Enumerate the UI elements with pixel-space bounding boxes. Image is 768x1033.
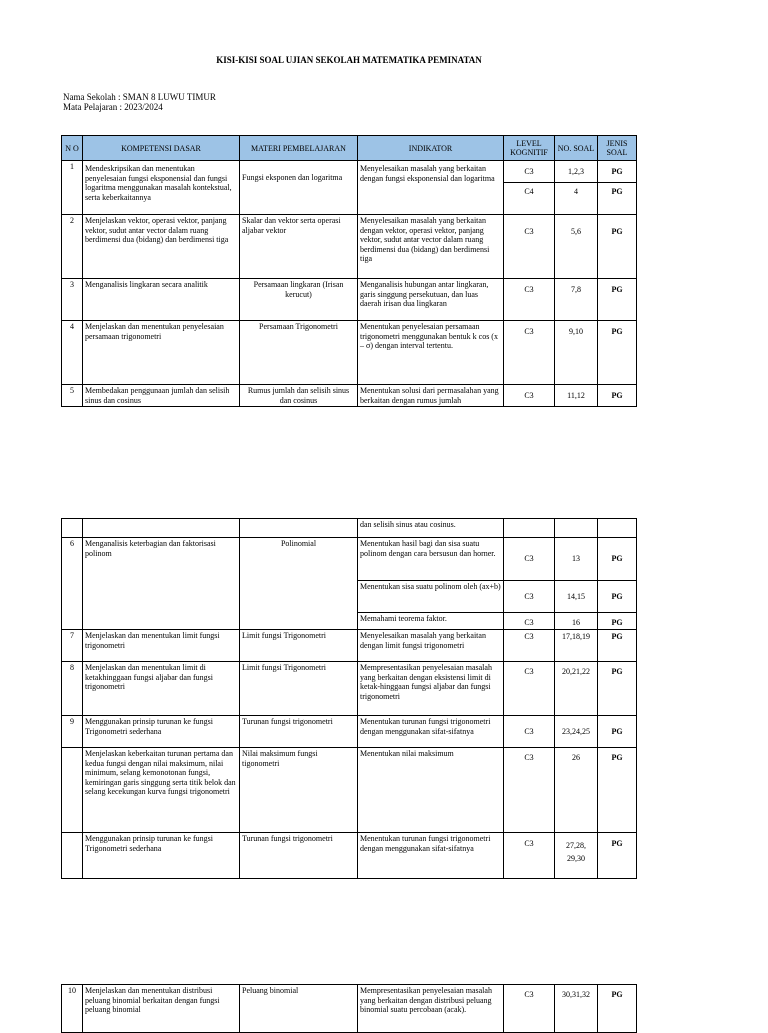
- header-kompetensi-dasar: KOMPETENSI DASAR: [83, 136, 240, 161]
- table-row: [62, 985, 637, 1033]
- level-cell: C3: [504, 833, 555, 879]
- row-number: 7: [62, 630, 83, 662]
- indikator-cell: Menyelesaikan masalah yang berkaitan dengan fungsi eksponensial dan logaritma: [358, 161, 504, 215]
- materi-cell: Rumus jumlah dan selisih sinus dan cosinus: [240, 385, 358, 407]
- table-row: [62, 833, 637, 879]
- jenis-soal-cell: PG: [598, 630, 637, 662]
- table-row: [62, 385, 637, 407]
- jenis-soal-cell: PG: [598, 215, 637, 279]
- indikator-continuation: dan selisih sinus atau cosinus.: [358, 519, 504, 538]
- level-cell: C3: [504, 385, 555, 407]
- kisi-kisi-table-page-1: [61, 135, 637, 407]
- indikator-cell: Mempresentasikan penyelesaian masalah yang berkaitan dengan distribusi peluang binomial suatu percobaan (acak).: [358, 985, 504, 1033]
- row-number: 1: [62, 161, 83, 215]
- no-soal-cell: 13: [555, 538, 598, 581]
- jenis-soal-cell: PG: [598, 161, 637, 183]
- level-cell: C4: [504, 183, 555, 215]
- kisi-kisi-table-page-2: [61, 518, 637, 879]
- level-cell: C3: [504, 215, 555, 279]
- materi-cell: Limit fungsi Trigonometri: [240, 662, 358, 716]
- no-soal-cell: 5,6: [555, 215, 598, 279]
- no-soal-cell: 16: [555, 613, 598, 630]
- indikator-cell: Menentukan solusi dari permasalahan yang berkaitan dengan rumus jumlah: [358, 385, 504, 407]
- header-jenis-soal: JENIS SOAL: [598, 136, 637, 161]
- header-no-soal: NO. SOAL: [555, 136, 598, 161]
- level-cell: C3: [504, 630, 555, 662]
- kompetensi-dasar-cell: Menjelaskan dan menentukan distribusi peluang binomial berkaitan dengan fungsi peluang binomial: [83, 985, 240, 1033]
- document-title: KISI-KISI SOAL UJIAN SEKOLAH MATEMATIKA PEMINATAN: [216, 55, 482, 65]
- materi-cell: Skalar dan vektor serta operasi aljabar vektor: [240, 215, 358, 279]
- kompetensi-dasar-cell: Membedakan penggunaan jumlah dan selisih sinus dan cosinus: [83, 385, 240, 407]
- kompetensi-dasar-cell: Menganalisis keterbagian dan faktorisasi polinom: [83, 538, 240, 630]
- no-soal-cell: 27,28, 29,30: [555, 833, 598, 879]
- school-name: Nama Sekolah : SMAN 8 LUWU TIMUR: [63, 92, 216, 102]
- header-materi: MATERI PEMBELAJARAN: [240, 136, 358, 161]
- kompetensi-dasar-cell: Menjelaskan keberkaitan turunan pertama dan kedua fungsi dengan nilai maksimum, nilai minimum, selang kemonotonan fungsi, kemiringan garis singgung serta titik belok dan selang kecekungan kurva fungsi trigonometri: [83, 748, 240, 833]
- row-number: [62, 833, 83, 879]
- materi-cell: Persamaan lingkaran (Irisan kerucut): [240, 279, 358, 321]
- no-soal-cell: 20,21,22: [555, 662, 598, 716]
- indikator-cell: Menentukan hasil bagi dan sisa suatu polinom dengan cara bersusun dan horner.: [358, 538, 504, 581]
- row-number: 2: [62, 215, 83, 279]
- subject-year: Mata Pelajaran : 2023/2024: [63, 102, 163, 112]
- row-number: 3: [62, 279, 83, 321]
- level-cell: C3: [504, 748, 555, 833]
- materi-cell: Turunan fungsi trigonometri: [240, 716, 358, 748]
- jenis-soal-cell: PG: [598, 985, 637, 1033]
- jenis-soal-cell: PG: [598, 833, 637, 879]
- header-no: N O: [62, 136, 83, 161]
- indikator-cell: Memahami teorema faktor.: [358, 613, 504, 630]
- jenis-soal-cell: PG: [598, 279, 637, 321]
- level-cell: C3: [504, 613, 555, 630]
- indikator-cell: Menentukan sisa suatu polinom oleh (ax+b): [358, 581, 504, 613]
- indikator-cell: Menentukan penyelesaian persamaan trigonometri menggunakan bentuk k cos (x – σ) dengan interval tertentu.: [358, 321, 504, 385]
- kompetensi-dasar-cell: Menjelaskan dan menentukan penyelesaian persamaan trigonometri: [83, 321, 240, 385]
- materi-cell: Turunan fungsi trigonometri: [240, 833, 358, 879]
- header-indikator: INDIKATOR: [358, 136, 504, 161]
- level-cell: C3: [504, 538, 555, 581]
- row-number: 8: [62, 662, 83, 716]
- jenis-soal-cell: PG: [598, 748, 637, 833]
- level-cell: C3: [504, 279, 555, 321]
- materi-cell: Nilai maksimum fungsi tigonometri: [240, 748, 358, 833]
- row-number: 6: [62, 538, 83, 630]
- table-row: [62, 321, 637, 385]
- level-cell: C3: [504, 321, 555, 385]
- kompetensi-dasar-cell: Menjelaskan dan menentukan limit di ketakhinggaan fungsi aljabar dan fungsi trigonometri: [83, 662, 240, 716]
- indikator-cell: Menganalisis hubungan antar lingkaran, garis singgung persekutuan, dan luas daerah irisan dua lingkaran: [358, 279, 504, 321]
- jenis-soal-cell: PG: [598, 581, 637, 613]
- table-row: [62, 748, 637, 833]
- indikator-cell: Menentukan turunan fungsi trigonometri dengan menggunakan sifat-sifatnya: [358, 833, 504, 879]
- header-level-kognitif: LEVEL KOGNITIF: [504, 136, 555, 161]
- level-cell: C3: [504, 985, 555, 1033]
- indikator-cell: Mempresentasikan penyelesaian masalah yang berkaitan dengan eksistensi limit di ketak-hinggaan fungsi aljabar dan fungsi trigonometri: [358, 662, 504, 716]
- level-cell: C3: [504, 581, 555, 613]
- level-cell: C3: [504, 161, 555, 183]
- row-number: 5: [62, 385, 83, 407]
- no-soal-cell: 1,2,3: [555, 161, 598, 183]
- kompetensi-dasar-cell: Menggunakan prinsip turunan ke fungsi Trigonometri sederhana: [83, 716, 240, 748]
- row-number: 9: [62, 716, 83, 748]
- no-soal-cell: 11,12: [555, 385, 598, 407]
- jenis-soal-cell: PG: [598, 538, 637, 581]
- table-row: [62, 215, 637, 279]
- level-cell: C3: [504, 716, 555, 748]
- no-soal-cell: 26: [555, 748, 598, 833]
- jenis-soal-cell: PG: [598, 662, 637, 716]
- jenis-soal-cell: PG: [598, 321, 637, 385]
- jenis-soal-cell: PG: [598, 385, 637, 407]
- indikator-cell: Menentukan nilai maksimum: [358, 748, 504, 833]
- indikator-cell: Menyelesaikan masalah yang berkaitan dengan limit fungsi trigonometri: [358, 630, 504, 662]
- materi-cell: Limit fungsi Trigonometri: [240, 630, 358, 662]
- table-row: [62, 662, 637, 716]
- materi-cell: Peluang binomial: [240, 985, 358, 1033]
- no-soal-cell: 4: [555, 183, 598, 215]
- kisi-kisi-table-page-3: [61, 984, 637, 1033]
- jenis-soal-cell: PG: [598, 613, 637, 630]
- table-row: [62, 279, 637, 321]
- table-row: [62, 519, 637, 538]
- no-soal-cell: 7,8: [555, 279, 598, 321]
- row-number: 4: [62, 321, 83, 385]
- no-soal-cell: 14,15: [555, 581, 598, 613]
- materi-cell: Polinomial: [240, 538, 358, 630]
- kompetensi-dasar-cell: Menggunakan prinsip turunan ke fungsi Trigonometri sederhana: [83, 833, 240, 879]
- table-row: [62, 716, 637, 748]
- indikator-cell: Menentukan turunan fungsi trigonometri dengan menggunakan sifat-sifatnya: [358, 716, 504, 748]
- kompetensi-dasar-cell: Menjelaskan dan menentukan limit fungsi trigonometri: [83, 630, 240, 662]
- kompetensi-dasar-cell: Mendeskripsikan dan menentukan penyelesaian fungsi eksponensial dan fungsi logaritma menggunakan masalah kontekstual, serta keberkaitannya: [83, 161, 240, 215]
- indikator-cell: Menyelesaikan masalah yang berkaitan dengan vektor, operasi vektor, panjang vektor, sudut antar vector dalam ruang berdimensi dua (bidang) dan berdimensi tiga: [358, 215, 504, 279]
- jenis-soal-cell: PG: [598, 183, 637, 215]
- no-soal-cell: 9,10: [555, 321, 598, 385]
- table-row: [62, 630, 637, 662]
- jenis-soal-cell: PG: [598, 716, 637, 748]
- no-soal-cell: 23,24,25: [555, 716, 598, 748]
- level-cell: C3: [504, 662, 555, 716]
- row-number: 10: [62, 985, 83, 1033]
- table-row: [62, 161, 637, 183]
- materi-cell: Persamaan Trigonometri: [240, 321, 358, 385]
- no-soal-cell: 17,18,19: [555, 630, 598, 662]
- kompetensi-dasar-cell: Menjelaskan vektor, operasi vektor, panjang vektor, sudut antar vector dalam ruang berdimensi dua (bidang) dan berdimensi tiga: [83, 215, 240, 279]
- table-row: [62, 538, 637, 581]
- row-number: [62, 748, 83, 833]
- materi-cell: Fungsi eksponen dan logaritma: [240, 161, 358, 215]
- kompetensi-dasar-cell: Menganalisis lingkaran secara analitik: [83, 279, 240, 321]
- no-soal-cell: 30,31,32: [555, 985, 598, 1033]
